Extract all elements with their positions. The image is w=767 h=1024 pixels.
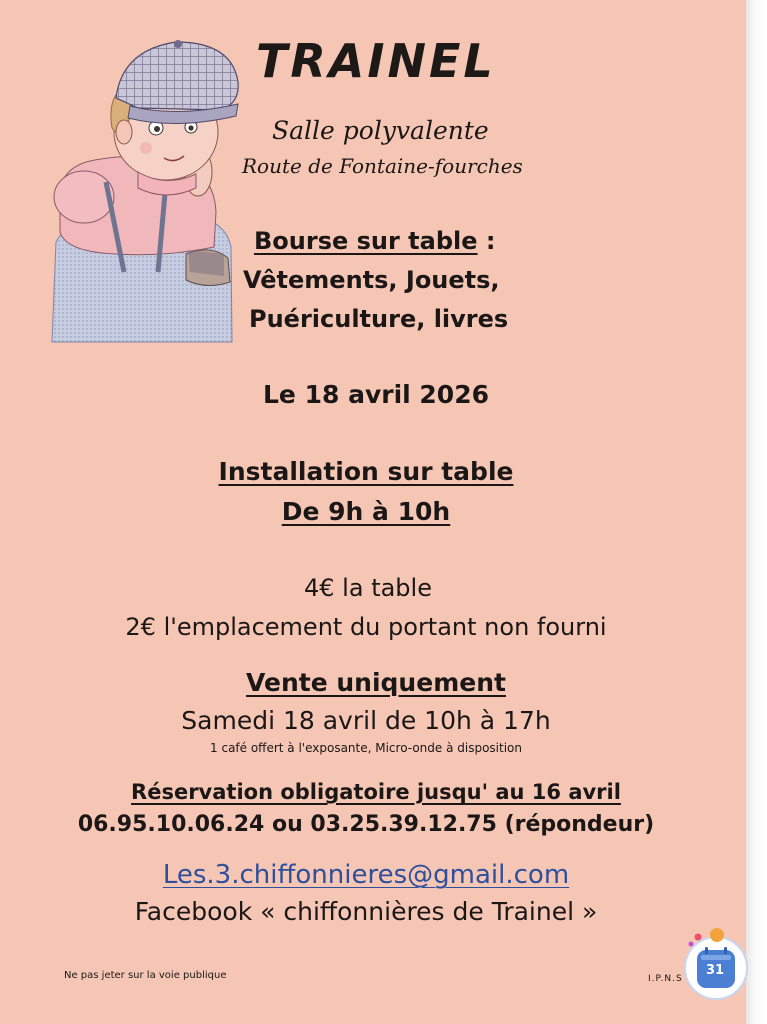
bourse-heading: [254, 227, 496, 255]
sale-heading: [0, 668, 752, 697]
flyer-title: TRAINEL: [256, 34, 496, 88]
bourse-items-line2: Puériculture, livres: [249, 305, 509, 333]
install-heading: [0, 457, 732, 486]
venue-name: Salle polyvalente: [272, 116, 489, 145]
install-time: [0, 497, 732, 526]
phone-numbers: 06.95.10.06.24 ou 03.25.39.12.75 (répondeur): [77, 812, 655, 837]
bourse-items-line1: Vêtements, Jouets,: [243, 266, 500, 294]
install-time-text: De 9h à 10h: [281, 497, 451, 526]
venue-address: Route de Fontaine-fourches: [242, 154, 523, 178]
facebook-page: Facebook « chiffonnières de Trainel »: [134, 897, 598, 926]
reservation-text: Réservation obligatoire jusqu' au 16 avril: [131, 780, 621, 804]
sale-time: Samedi 18 avril de 10h à 17h: [181, 706, 551, 735]
footer-recycle-note: Ne pas jeter sur la voie publique: [64, 970, 227, 981]
email-link[interactable]: Les.3.chiffonnieres@gmail.com: [162, 860, 570, 890]
footer-ipns: I.P.N.S: [648, 974, 683, 984]
price-rack: 2€ l'emplacement du portant non fourni: [125, 613, 607, 641]
coffee-note: 1 café offert à l'exposante, Micro-onde à disposition: [210, 741, 522, 755]
sale-heading-text: Vente uniquement: [246, 668, 506, 697]
page-edge: [746, 0, 767, 1024]
calendar-day-number: 31: [705, 963, 725, 978]
boy-illustration: [46, 32, 246, 346]
install-heading-text: Installation sur table: [218, 457, 514, 486]
price-table: 4€ la table: [304, 574, 432, 602]
reservation-notice: [0, 780, 752, 804]
event-date: Le 18 avril 2026: [262, 380, 489, 409]
bourse-heading-text: Bourse sur table: [254, 227, 478, 255]
bourse-heading-colon: :: [477, 227, 496, 255]
